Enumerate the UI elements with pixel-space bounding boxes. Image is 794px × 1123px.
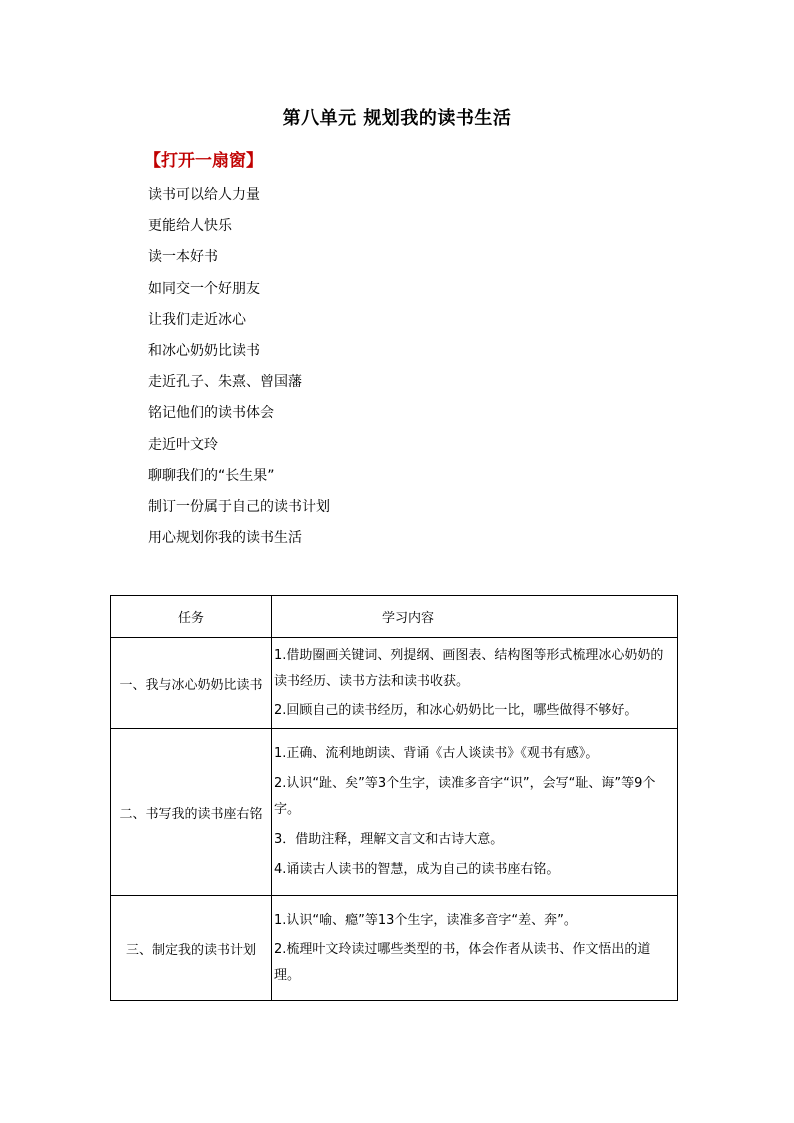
poem-line: 更能给人快乐 [148, 218, 232, 235]
task-cell: 三、制定我的读书计划 [111, 896, 272, 1001]
poem-line: 用心规划你我的读书生活 [148, 530, 302, 547]
poem-line: 和冰心奶奶比读书 [148, 342, 260, 359]
poem-list [148, 184, 330, 558]
content-item: 4.诵读古人读书的智慧，成为自己的读书座右铭。 [274, 862, 560, 877]
task-cell: 一、我与冰心奶奶比读书 [111, 638, 272, 729]
content-item: 2.梳理叶文玲读过哪些类型的书，体会作者从读书、作文悟出的道理。 [274, 941, 651, 983]
poem-line: 读一本好书 [148, 249, 218, 266]
content-item: 1.借助圈画关键词、列提纲、画图表、结构图等形式梳理冰心奶奶的读书经历、读书方法和读书收获。 [274, 647, 664, 689]
poem-line: 铭记他们的读书体会 [148, 405, 274, 422]
poem-line: 走近叶文玲 [148, 436, 218, 453]
section-heading: 【打开一扇窗】 [144, 151, 263, 171]
poem-line: 读书可以给人力量 [148, 187, 260, 203]
page-title: 第八单元 规划我的读书生活 [282, 108, 512, 129]
table-row [111, 896, 678, 1001]
header-content: 学习内容 [272, 596, 678, 638]
content-cell [272, 896, 678, 1001]
task-cell: 二、书写我的读书座右铭 [111, 729, 272, 896]
poem-line: 让我们走近冰心 [148, 311, 246, 328]
task-table [110, 595, 678, 1001]
content-item: 1.正确、流利地朗读、背诵《古人谈读书》《观书有感》。 [274, 746, 599, 761]
content-item: 3．借助注释，理解文言文和古诗大意。 [274, 832, 504, 847]
poem-line: 走近孔子、朱熹、曾国藩 [148, 374, 302, 391]
header-task: 任务 [111, 596, 272, 638]
content-cell [272, 638, 678, 729]
poem-line: 聊聊我们的“长生果” [148, 467, 275, 484]
content-cell [272, 729, 678, 896]
content-item: 1.认识“喻、瘾”等13个生字，读准多音字“差、奔”。 [274, 912, 577, 928]
table-header-row [111, 596, 678, 638]
table-row [111, 729, 678, 896]
content-item: 2.回顾自己的读书经历，和冰心奶奶比一比，哪些做得不够好。 [274, 702, 638, 718]
content-item: 2.认识“趾、矣”等3个生字，读准多音字“识”，会写“耻、诲”等9个字。 [274, 776, 656, 817]
table-row [111, 638, 678, 729]
poem-line: 如同交一个好朋友 [148, 280, 260, 297]
poem-line: 制订一份属于自己的读书计划 [148, 498, 330, 515]
